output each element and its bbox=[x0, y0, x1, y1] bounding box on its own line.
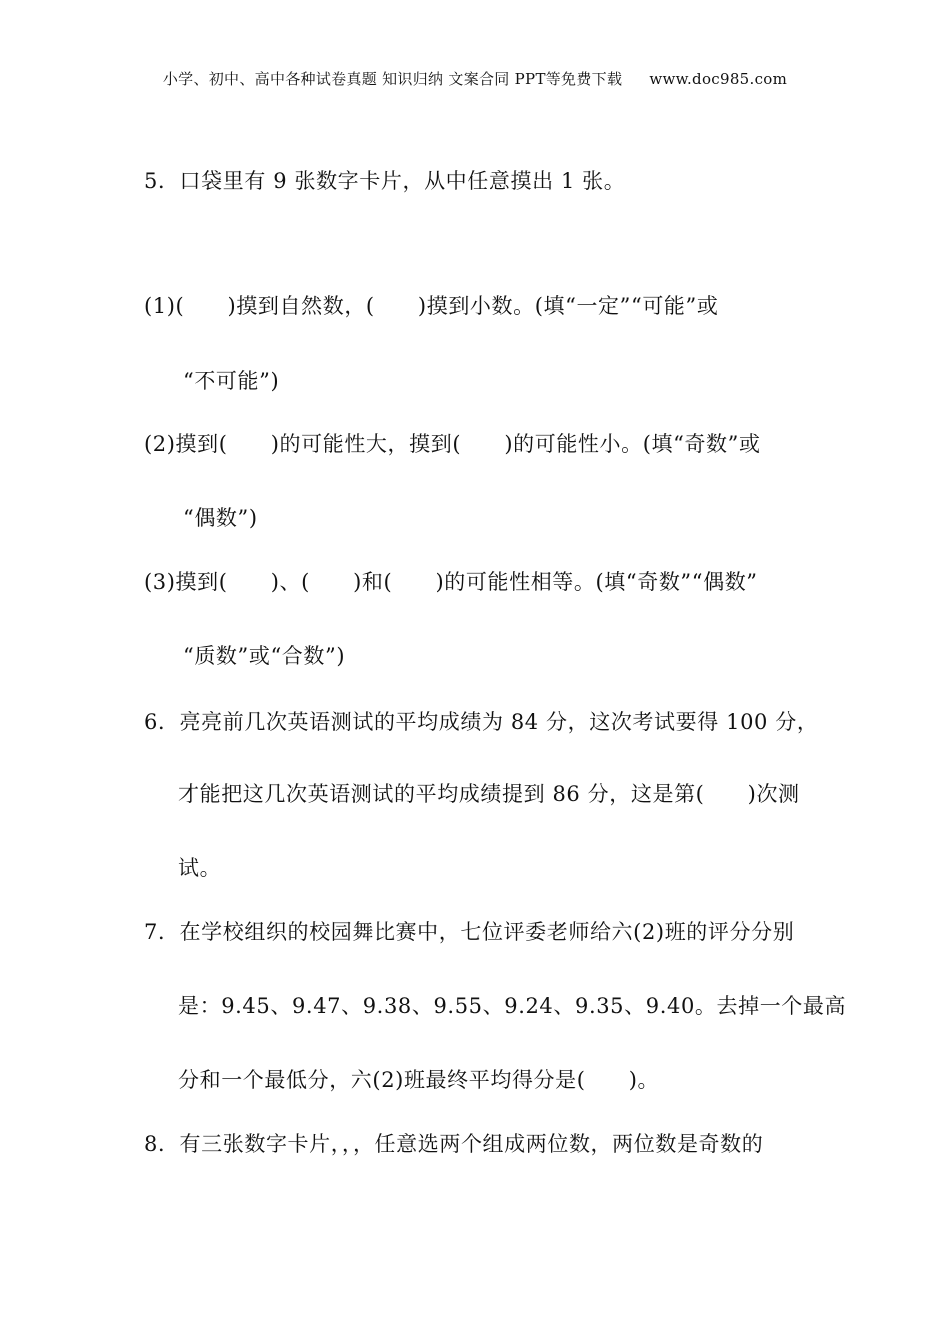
question-6-text: 6．亮亮前几次英语测试的平均成绩为 84 分，这次考试要得 100 分， bbox=[144, 710, 819, 734]
header-text: 小学、初中、高中各种试卷真题 知识归纳 文案合同 PPT等免费下载 bbox=[162, 70, 623, 88]
question-5-part-2: (2)摸到( )的可能性大，摸到( )的可能性小。(填“奇数”或 bbox=[144, 432, 761, 456]
question-5-part-3-cont: “质数”或“合数”) bbox=[183, 644, 346, 668]
question-7-cont: 是：9.45、9.47、9.38、9.55、9.24、9.35、9.40。去掉一个最高 bbox=[178, 994, 847, 1018]
question-7-end: 分和一个最低分，六(2)班最终平均得分是( )。 bbox=[178, 1068, 660, 1092]
question-5-part-1-cont: “不可能”) bbox=[183, 369, 280, 393]
question-6-cont: 才能把这几次英语测试的平均成绩提到 86 分，这是第( )次测 bbox=[178, 782, 800, 806]
question-7-text: 7．在学校组织的校园舞比赛中，七位评委老师给六(2)班的评分分别 bbox=[144, 920, 795, 944]
page-header bbox=[0, 68, 950, 89]
question-5-text: 5．口袋里有 9 张数字卡片，从中任意摸出 1 张。 bbox=[144, 169, 626, 193]
question-5-part-3: (3)摸到( )、( )和( )的可能性相等。(填“奇数”“偶数” bbox=[144, 570, 758, 594]
question-8-text: 8．有三张数字卡片，，，任意选两个组成两位数，两位数是奇数的 bbox=[144, 1132, 764, 1156]
header-site: www.doc985.com bbox=[649, 70, 788, 88]
question-6-end: 试。 bbox=[178, 856, 222, 880]
question-5-part-1: (1)( )摸到自然数，( )摸到小数。(填“一定”“可能”或 bbox=[144, 294, 719, 318]
question-5-part-2-cont: “偶数”) bbox=[183, 506, 258, 530]
